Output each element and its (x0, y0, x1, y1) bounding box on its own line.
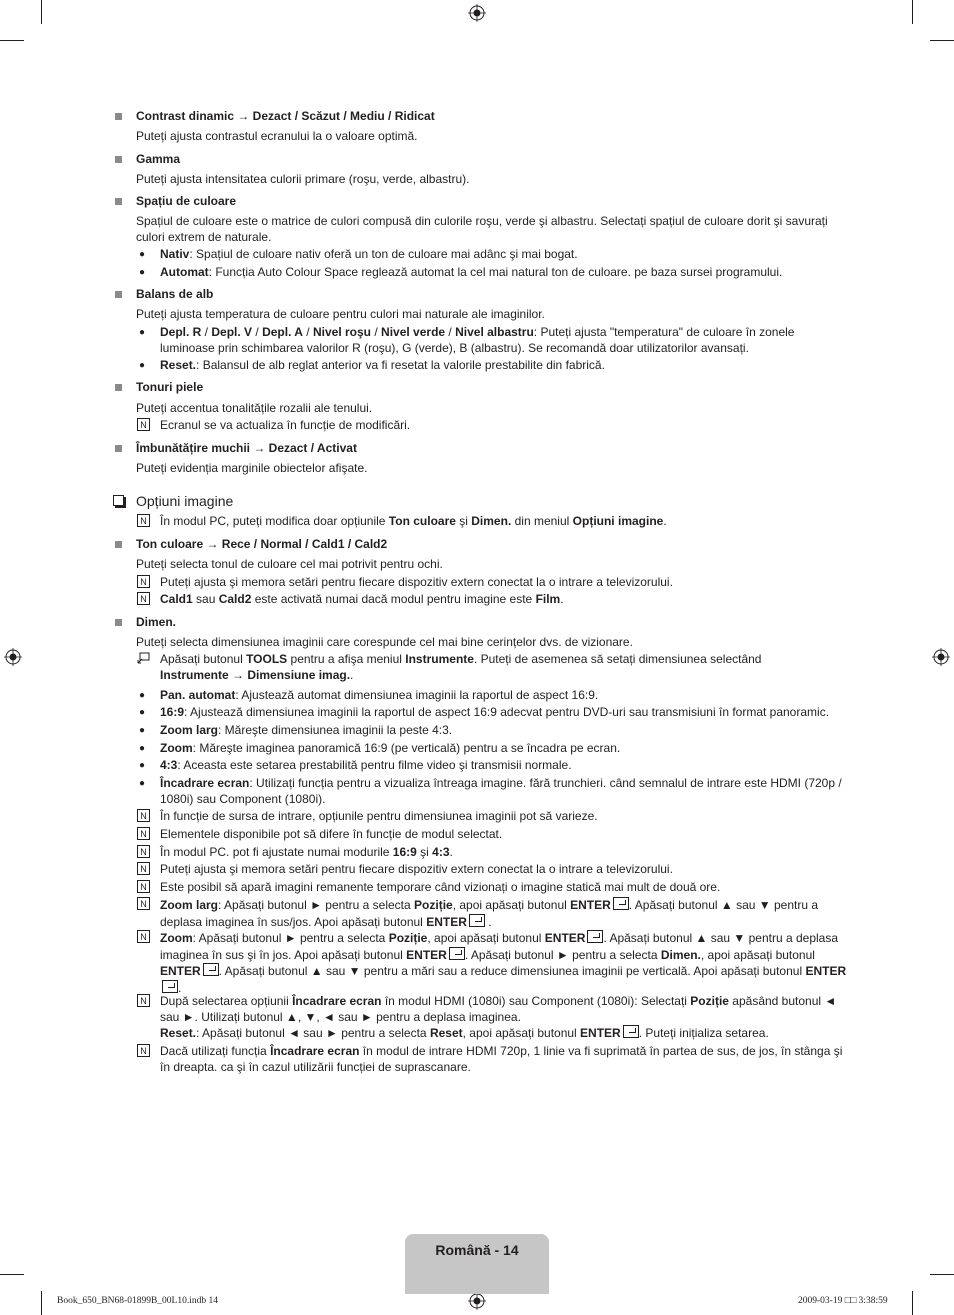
note-text: Dacă utilizați funcția Încadrare ecran în modul de intrare HDMI 720p, 1 linie va fi suprimată în partea de sus, de jos, în stânga şi în dreapta. ca şi în cazul utilizării funcției de suprascanare. (160, 1044, 843, 1074)
print-slug-left: Book_650_BN68-01899B_00L10.indb 14 (57, 1296, 218, 1306)
item-text: Puteți selecta tonul de culoare cel mai potrivit pentru ochi. (136, 557, 443, 571)
enter-icon (203, 963, 219, 976)
item-text: Puteți accentua tonalitățile rozalii ale tenului. (136, 401, 373, 415)
note-icon (137, 897, 150, 910)
tools-icon (137, 652, 150, 665)
item-title: Ton culoare → Rece / Normal / Cald1 / Cald2 (136, 537, 388, 551)
svg-text:N: N (140, 996, 147, 1006)
item-title: Îmbunătățire muchii → Dezact / Activat (136, 441, 357, 455)
list-item: Pan. automat: Ajustează automat dimensiunea imaginii la raportul de aspect 16:9. (160, 688, 599, 702)
note-icon (137, 930, 150, 943)
note-icon (137, 845, 150, 858)
list-item: Zoom larg: Măreşte dimensiunea imaginii la peste 4:3. (160, 723, 453, 737)
svg-text:N: N (140, 864, 147, 874)
square-bullet-icon (115, 291, 122, 298)
svg-text:N: N (140, 882, 147, 892)
registration-mark-icon (468, 4, 486, 22)
note-text: Zoom: Apăsați butonul ► pentru a selecta Poziție, apoi apăsați butonul ENTER . Apăsați butonul ▲ sau ▼ pentru a deplasa imaginea în sus şi în jos. Apoi apăsați butonul ENTER . Apăsați butonul ► pentru a selecta Dimen., apoi apăsați butonul ENTER . Apăsați butonul ▲ sau ▼ pentru a mări sau a reduce dimensiunea imaginii pe verticală. Apoi apăsați butonul ENTER. (160, 931, 847, 995)
square-bullet-icon (115, 198, 122, 205)
enter-icon (162, 980, 178, 993)
note-icon (137, 827, 150, 840)
square-bullet-icon (115, 156, 122, 163)
note-icon (137, 862, 150, 875)
svg-text:N: N (140, 1046, 147, 1056)
bullet-icon: ● (139, 690, 146, 701)
square-bullet-icon (115, 384, 122, 391)
note-text: Puteți ajusta şi memora setări pentru fiecare dispozitiv extern conectat la o intrare a televizorului. (160, 862, 673, 876)
note-icon (137, 418, 150, 431)
item-title: Tonuri piele (136, 380, 204, 394)
bullet-icon: ● (139, 778, 146, 789)
bullet-icon: ● (139, 743, 146, 754)
list-item: Nativ: Spațiul de culoare nativ oferă un ton de culoare mai adânc şi mai bogat. (160, 247, 578, 261)
note-text: În modul PC. pot fi ajustate numai modurile 16:9 şi 4:3. (160, 845, 453, 859)
note-text: Elementele disponibile pot să difere în funcție de modul selectat. (160, 827, 503, 841)
tools-text: Apăsați butonul TOOLS pentru a afişa meniul Instrumente. Puteți de asemenea să setați dimensiunea selectând Instrumente → Dimensiune imag.. (160, 652, 762, 682)
note-text: După selectarea opțiunii Încadrare ecran în modul HDMI (1080i) sau Component (1080i): Selectați Poziție apăsând butonul ◄ sau ►. Utilizați butonul ▲, ▼, ◄ sau ► pentru a deplasa imaginea. Reset.: Apăsați butonul ◄ sau ► pentru a selecta Reset, apoi apăsați butonul ENTER . Puteți inițializa setarea. (160, 994, 837, 1040)
svg-text:N: N (140, 932, 147, 942)
square-bullet-icon (115, 113, 122, 120)
crop-mark (930, 40, 954, 41)
item-text: Puteți selecta dimensiunea imaginii care corespunde cel mai bine cerințelor dvs. de vizionare. (136, 635, 633, 649)
note-text: Zoom larg: Apăsați butonul ► pentru a selecta Poziție, apoi apăsați butonul ENTER . Apăsați butonul ▲ sau ▼ pentru a deplasa imaginea în sus/jos. Apoi apăsați butonul ENTER . (160, 898, 819, 929)
bullet-icon: ● (139, 707, 146, 718)
item-text: Puteți evidenția marginile obiectelor afişate. (136, 461, 368, 475)
registration-mark-icon (468, 1292, 486, 1310)
enter-icon (469, 914, 485, 927)
bullet-icon: ● (139, 267, 146, 278)
svg-text:N: N (140, 516, 147, 526)
bullet-icon: ● (139, 327, 146, 338)
square-bullet-icon (115, 445, 122, 452)
bullet-icon: ● (139, 249, 146, 260)
note-icon (137, 880, 150, 893)
item-text: Puteți ajusta contrastul ecranului la o valoare optimă. (136, 129, 418, 143)
note-icon (137, 575, 150, 588)
list-item: Zoom: Măreşte imaginea panoramică 16:9 (pe verticală) pentru a se încadra pe ecran. (160, 741, 621, 755)
enter-icon (613, 897, 629, 910)
bullet-icon: ● (139, 360, 146, 371)
crop-mark (41, 1291, 42, 1315)
list-item: Depl. R / Depl. V / Depl. A / Nivel roşu / Nivel verde / Nivel albastru: Puteți ajusta "temperatura" de culoare în zonele luminoase prin schimbarea valorilor R (roşu), G (verde), B (albastru). Se recomandă doar utilizatorilor avansați. (160, 325, 795, 355)
section-title: Opțiuni imagine (136, 493, 234, 509)
item-title: Balans de alb (136, 287, 214, 301)
list-item: Reset.: Balansul de alb reglat anterior va fi resetat la valorile prestabilite din fabrică. (160, 358, 605, 372)
note-icon (137, 994, 150, 1007)
item-text: Puteți ajusta temperatura de culoare pentru culori mai naturale ale imaginilor. (136, 307, 545, 321)
item-text: Puteți ajusta intensitatea culorii primare (roşu, verde, albastru). (136, 172, 470, 186)
square-bullet-icon (115, 619, 122, 626)
list-item: 4:3: Aceasta este setarea prestabilită pentru filme video şi transmisii normale. (160, 758, 572, 772)
item-title: Dimen. (136, 615, 177, 629)
crop-mark (0, 40, 24, 41)
svg-text:N: N (140, 577, 147, 587)
note-text: În funcție de sursa de intrare, opțiunile pentru dimensiunea imaginii pot să varieze. (160, 809, 598, 823)
crop-mark (912, 0, 913, 24)
list-item: 16:9: Ajustează dimensiunea imaginii la raportul de aspect 16:9 adecvat pentru DVD-uri sau transmisiuni în format panoramic. (160, 705, 830, 719)
note-icon (137, 809, 150, 822)
note-icon (137, 514, 150, 527)
note-icon (137, 1044, 150, 1057)
registration-mark-icon (932, 648, 950, 666)
item-title: Gamma (136, 152, 181, 166)
crop-mark (41, 0, 42, 24)
crop-mark (0, 1274, 24, 1275)
svg-text:N: N (140, 847, 147, 857)
registration-mark-icon (4, 648, 22, 666)
svg-text:N: N (140, 594, 147, 604)
note-text: În modul PC, puteți modifica doar opțiunile Ton culoare şi Dimen. din meniul Opțiuni imagine. (160, 514, 667, 528)
svg-text:N: N (140, 420, 147, 430)
note-text: Ecranul se va actualiza în funcție de modificări. (160, 418, 411, 432)
note-text: Este posibil să apară imagini remanente temporare când vizionați o imagine statică mai mult de două ore. (160, 880, 721, 894)
note-text: Cald1 sau Cald2 este activată numai dacă modul pentru imagine este Film. (160, 592, 564, 606)
bullet-icon: ● (139, 760, 146, 771)
enter-icon (623, 1025, 639, 1038)
enter-icon (449, 947, 465, 960)
section-checkbox-icon (113, 495, 124, 506)
list-item: Automat: Funcția Auto Colour Space reglează automat la cel mai natural ton de culoare. pe baza sursei programului. (160, 265, 783, 279)
note-icon (137, 592, 150, 605)
svg-text:N: N (140, 899, 147, 909)
item-text: Spațiul de culoare este o matrice de culori compusă din culorile roşu, verde şi albastru. Selectați spațiul de culoare dorit şi savurați culori extrem de naturale. (136, 214, 828, 244)
enter-icon (587, 930, 603, 943)
bullet-icon: ● (139, 725, 146, 736)
page-number: Română - 14 (435, 1242, 519, 1258)
crop-mark (930, 1274, 954, 1275)
svg-text:N: N (140, 811, 147, 821)
list-item: Încadrare ecran: Utilizați funcția pentru a vizualiza întreaga imagine. fără trunchieri. când semnalul de intrare este HDMI (720p / 1080i) sau Component (1080i). (160, 776, 842, 806)
square-bullet-icon (115, 541, 122, 548)
note-text: Puteți ajusta şi memora setări pentru fiecare dispozitiv extern conectat la o intrare a televizorului. (160, 575, 673, 589)
svg-text:N: N (140, 829, 147, 839)
crop-mark (912, 1291, 913, 1315)
item-title: Spațiu de culoare (136, 194, 237, 208)
print-slug-right: 2009-03-19 □□ 3:38:59 (798, 1296, 888, 1306)
item-title: Contrast dinamic → Dezact / Scăzut / Mediu / Ridicat (136, 109, 435, 123)
